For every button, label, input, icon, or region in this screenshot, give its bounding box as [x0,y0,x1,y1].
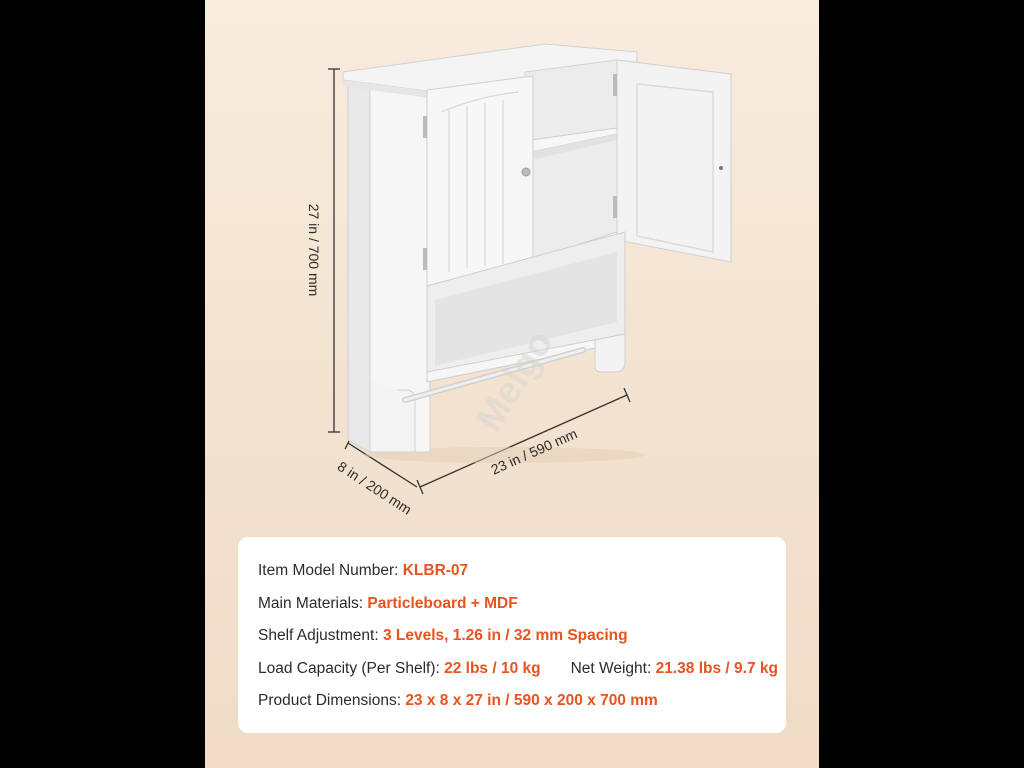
load-weight-row [258,653,778,686]
product-dimensions-label: Product Dimensions: [258,692,406,709]
watermark: Melgo [467,323,562,439]
shelf-adjustment-label: Shelf Adjustment: [258,627,383,644]
materials-label: Main Materials: [258,594,368,612]
shelf-adjustment-row [258,620,766,653]
model-number-row [258,555,766,588]
cabinet-illustration [205,0,819,540]
width-dimension-label: 23 in / 590 mm [488,425,580,478]
load-capacity-label: Load Capacity (Per Shelf): [258,659,445,677]
height-dimension-label: 27 in / 700 mm [306,203,322,297]
product-dimensions-value: 23 x 8 x 27 in / 590 x 200 x 700 mm [405,692,658,709]
product-info-panel [205,0,819,768]
model-number-value: KLBR-07 [402,562,469,579]
product-dimensions-row [258,685,766,718]
net-weight-label: Net Weight: [570,659,656,677]
specifications-card [238,537,786,733]
load-capacity-value: 22 lbs / 10 kg [444,659,541,677]
depth-dimension-label: 8 in / 200 mm [334,457,415,518]
materials-row [258,588,766,621]
model-number-label: Item Model Number: [258,562,403,579]
materials-value: Particleboard + MDF [367,594,518,612]
net-weight-value: 21.38 lbs / 9.7 kg [655,659,778,677]
shelf-adjustment-value: 3 Levels, 1.26 in / 32 mm Spacing [382,627,628,644]
